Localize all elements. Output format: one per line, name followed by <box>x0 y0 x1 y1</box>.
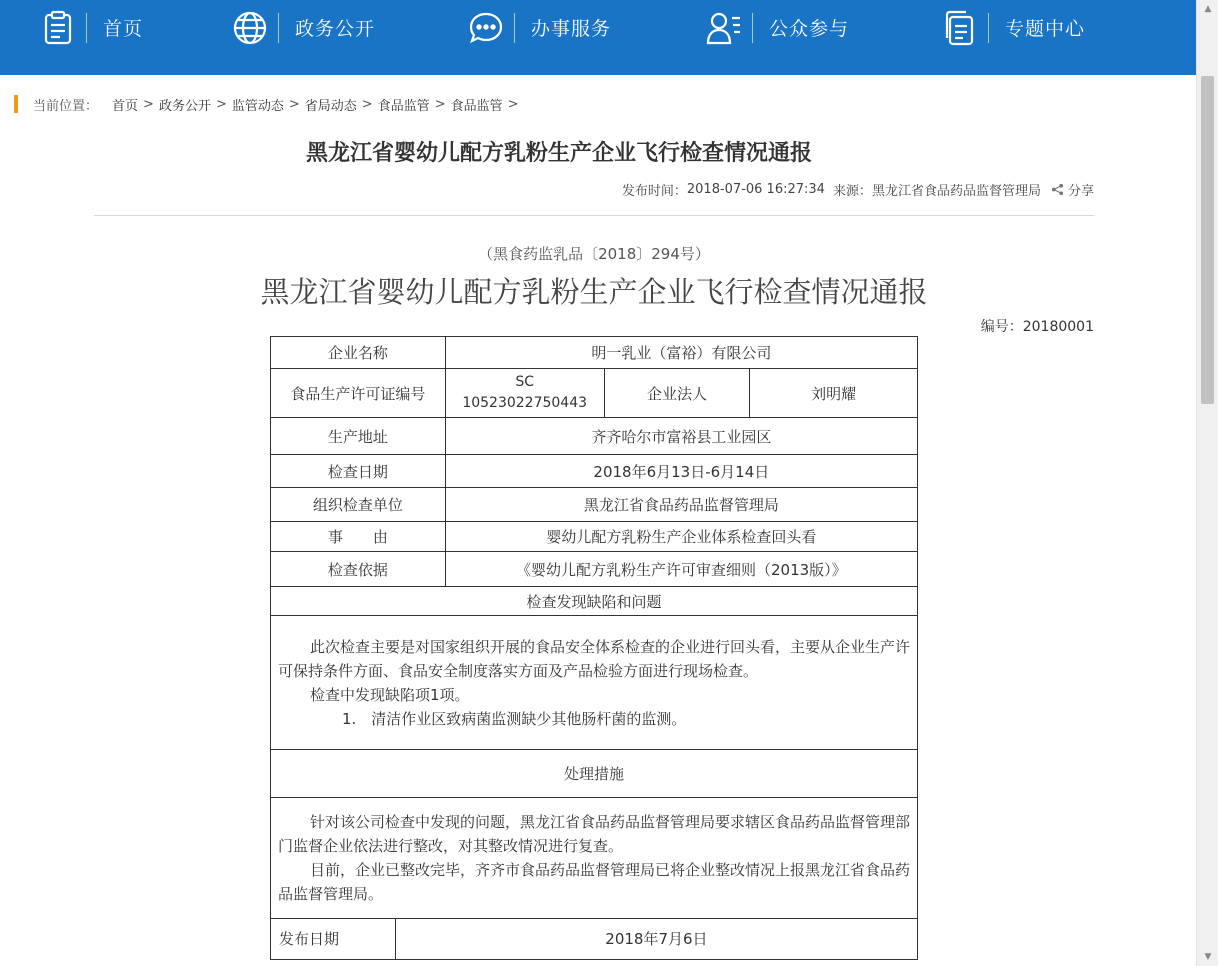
share-icon <box>1051 183 1064 196</box>
nav-home-label: 首页 <box>103 18 144 40</box>
measures-content <box>271 798 918 919</box>
article-meta <box>622 180 1094 199</box>
table-row <box>271 798 918 919</box>
document-title: 黑龙江省婴幼儿配方乳粉生产企业飞行检查情况通报 <box>260 275 928 309</box>
document-icon <box>942 10 978 46</box>
table-row <box>271 522 918 552</box>
org-label: 组织检查单位 <box>271 488 446 522</box>
basis-value: 《婴幼儿配方乳粉生产许可审查细则（2013版）》 <box>445 552 917 587</box>
clipboard-icon <box>40 10 76 46</box>
findings-item-1: 1. 清洁作业区致病菌监测缺少其他肠杆菌的监测。 <box>342 709 687 728</box>
breadcrumb-food-supervision[interactable]: 食品监管 <box>377 98 430 114</box>
table-row <box>271 455 918 488</box>
breadcrumb-sep: > <box>434 96 446 112</box>
serial-number: 编号：20180001 <box>980 319 1094 335</box>
legal-value: 刘明耀 <box>750 369 918 418</box>
scroll-up-arrow-icon[interactable]: ▲ <box>1204 4 1212 14</box>
nav-topics-label: 专题中心 <box>1005 18 1086 40</box>
breadcrumb-sep: > <box>361 96 373 112</box>
top-nav <box>0 0 1196 75</box>
article-title: 黑龙江省婴幼儿配方乳粉生产企业飞行检查情况通报 <box>305 141 812 166</box>
breadcrumb-province-news[interactable]: 省局动态 <box>304 98 357 114</box>
address-value: 齐齐哈尔市富裕县工业园区 <box>445 418 917 455</box>
table-row <box>271 919 918 959</box>
vertical-scrollbar[interactable] <box>1196 0 1218 966</box>
reason-label: 事 由 <box>271 522 446 552</box>
license-value-line2: 10523022750443 <box>462 395 588 411</box>
measures-paragraph-1: 针对该公司检查中发现的问题，黑龙江省食品药品监督管理局要求辖区食品药品监督管理部门监督企业依法进行整改，对其整改情况进行复查。 <box>278 813 911 855</box>
breadcrumb-marker <box>14 95 18 113</box>
measures-paragraph-2: 目前，企业已整改完毕，齐齐市食品药品监督管理局已将企业整改情况上报黑龙江省食品药品监督管理局。 <box>278 861 911 903</box>
breadcrumb-home[interactable]: 首页 <box>112 98 139 114</box>
source-label: 来源： <box>832 184 872 199</box>
address-label: 生产地址 <box>271 418 446 455</box>
nav-separator <box>752 13 753 43</box>
users-icon <box>706 10 742 46</box>
scrollbar-thumb[interactable] <box>1201 76 1214 404</box>
table-row <box>271 587 918 616</box>
nav-gov-info-label: 政务公开 <box>295 18 376 40</box>
breadcrumb-sep: > <box>288 96 300 112</box>
findings-paragraph-2: 检查中发现缺陷项1项。 <box>310 685 470 704</box>
table-row <box>271 337 918 369</box>
table-row <box>271 750 918 798</box>
table-row <box>271 369 918 418</box>
date-value: 2018年6月13日-6月14日 <box>445 455 917 488</box>
divider <box>94 215 1094 216</box>
publish-time: 2018-07-06 16:27:34 <box>686 182 825 197</box>
share-button[interactable] <box>1051 180 1094 199</box>
breadcrumb <box>14 94 524 114</box>
nav-participation[interactable] <box>706 0 849 55</box>
company-label: 企业名称 <box>271 337 446 369</box>
breadcrumb-supervision[interactable]: 监管动态 <box>231 98 284 114</box>
nav-separator <box>514 13 515 43</box>
table-row <box>271 616 918 750</box>
nav-services-label: 办事服务 <box>531 18 612 40</box>
table-row <box>271 488 918 522</box>
org-value: 黑龙江省食品药品监督管理局 <box>445 488 917 522</box>
breadcrumb-food-supervision-2[interactable]: 食品监管 <box>450 98 503 114</box>
release-label: 发布日期 <box>271 919 396 959</box>
table-row <box>271 418 918 455</box>
source: 黑龙江省食品药品监督管理局 <box>871 184 1041 199</box>
findings-header: 检查发现缺陷和问题 <box>271 587 918 616</box>
chat-icon <box>468 10 504 46</box>
publish-label: 发布时间： <box>621 184 687 199</box>
globe-icon <box>232 10 268 46</box>
nav-participation-label: 公众参与 <box>769 18 850 40</box>
nav-services[interactable] <box>468 0 611 55</box>
nav-home[interactable] <box>40 0 143 55</box>
basis-label: 检查依据 <box>271 552 446 587</box>
release-table <box>270 919 918 960</box>
legal-label: 企业法人 <box>604 369 750 418</box>
release-value: 2018年7月6日 <box>395 919 917 959</box>
license-value-line1: SC <box>515 374 534 390</box>
breadcrumb-lead: 当前位置： <box>33 98 99 114</box>
breadcrumb-sep: > <box>507 96 519 112</box>
measures-header: 处理措施 <box>271 750 918 798</box>
breadcrumb-sep: > <box>215 96 227 112</box>
nav-separator <box>988 13 989 43</box>
license-label: 食品生产许可证编号 <box>271 369 446 418</box>
table-row <box>271 552 918 587</box>
scroll-down-arrow-icon[interactable]: ▼ <box>1204 952 1212 962</box>
nav-separator <box>278 13 279 43</box>
nav-separator <box>86 13 87 43</box>
breadcrumb-gov-info[interactable]: 政务公开 <box>158 98 211 114</box>
license-value <box>445 369 604 418</box>
findings-paragraph-1: 此次检查主要是对国家组织开展的食品安全体系检查的企业进行回头看，主要从企业生产许可保持条件方面、食品安全制度落实方面及产品检验方面进行现场检查。 <box>278 637 911 680</box>
company-value: 明一乳业（富裕）有限公司 <box>445 337 917 369</box>
inspection-table <box>270 336 918 919</box>
nav-gov-info[interactable] <box>232 0 375 55</box>
findings-content <box>271 616 918 750</box>
nav-topics[interactable] <box>942 0 1085 55</box>
share-label: 分享 <box>1067 184 1094 199</box>
document-number: （黑食药监乳品〔2018〕294号） <box>478 245 710 263</box>
breadcrumb-sep: > <box>143 96 154 112</box>
reason-value: 婴幼儿配方乳粉生产企业体系检查回头看 <box>445 522 917 552</box>
date-label: 检查日期 <box>271 455 446 488</box>
